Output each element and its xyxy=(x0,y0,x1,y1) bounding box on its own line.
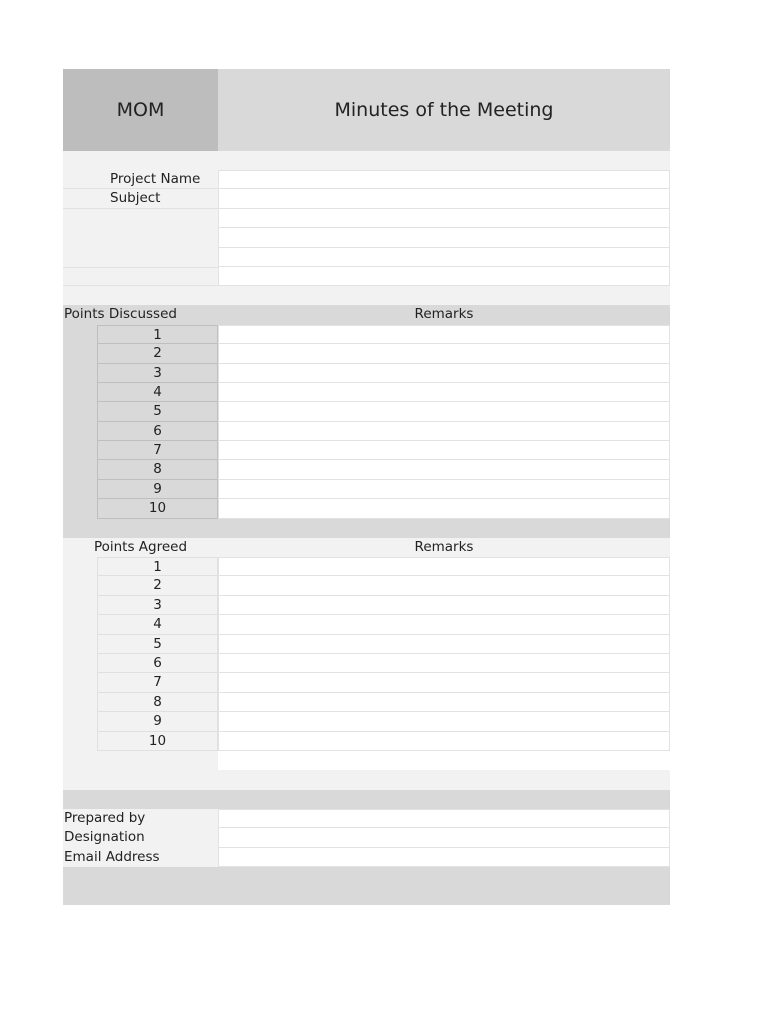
discussed-remark-field[interactable] xyxy=(218,480,670,499)
spacer-row xyxy=(63,770,670,789)
project-name-label: Project Name xyxy=(63,170,218,189)
section-divider xyxy=(63,519,670,538)
designation-label: Designation xyxy=(63,828,218,847)
points-agreed-remarks-label: Remarks xyxy=(218,538,670,557)
agreed-row xyxy=(63,732,670,751)
discussed-row xyxy=(63,383,670,402)
spacer-cell xyxy=(218,770,670,789)
row-gutter xyxy=(63,460,97,479)
spacer-cell xyxy=(63,751,218,770)
subject-extra-label xyxy=(63,209,218,228)
agreed-remark-field[interactable] xyxy=(218,732,670,751)
discussed-row xyxy=(63,422,670,441)
spacer-cell xyxy=(63,770,218,789)
subject-extra-label xyxy=(63,248,218,267)
row-gutter xyxy=(63,557,97,576)
agreed-remark-field[interactable] xyxy=(218,576,670,595)
discussed-number: 8 xyxy=(97,460,218,479)
agreed-row xyxy=(63,673,670,692)
discussed-row xyxy=(63,460,670,479)
agreed-number: 9 xyxy=(97,712,218,731)
agreed-row xyxy=(63,557,670,576)
sheet-header xyxy=(63,69,670,151)
subject-extra-row xyxy=(63,209,670,228)
spacer-row xyxy=(63,151,670,170)
agreed-number: 7 xyxy=(97,673,218,692)
row-gutter xyxy=(63,499,97,518)
agreed-row xyxy=(63,712,670,731)
discussed-remark-field[interactable] xyxy=(218,383,670,402)
agreed-number: 2 xyxy=(97,576,218,595)
agreed-number: 10 xyxy=(97,732,218,751)
discussed-remark-field[interactable] xyxy=(218,460,670,479)
row-gutter xyxy=(63,732,97,751)
discussed-row xyxy=(63,499,670,518)
row-gutter xyxy=(63,422,97,441)
discussed-remark-field[interactable] xyxy=(218,422,670,441)
subject-label: Subject xyxy=(63,189,218,208)
agreed-remark-field[interactable] xyxy=(218,712,670,731)
agreed-remark-field[interactable] xyxy=(218,615,670,634)
discussed-row xyxy=(63,325,670,344)
discussed-number: 4 xyxy=(97,383,218,402)
agreed-number: 8 xyxy=(97,693,218,712)
subject-extra-field[interactable] xyxy=(218,248,670,267)
discussed-remark-field[interactable] xyxy=(218,499,670,518)
discussed-row xyxy=(63,480,670,499)
points-discussed-remarks-label: Remarks xyxy=(218,305,670,324)
discussed-remark-field[interactable] xyxy=(218,325,670,344)
discussed-row xyxy=(63,441,670,460)
points-discussed-header xyxy=(63,305,670,324)
row-gutter xyxy=(63,402,97,421)
designation-field[interactable] xyxy=(218,828,670,847)
points-agreed-header xyxy=(63,538,670,557)
prepared-by-row xyxy=(63,809,670,828)
subject-extra-row xyxy=(63,228,670,247)
short-title: MOM xyxy=(63,69,218,151)
discussed-remark-field[interactable] xyxy=(218,344,670,363)
agreed-row xyxy=(63,635,670,654)
row-gutter xyxy=(63,635,97,654)
discussed-row xyxy=(63,402,670,421)
discussed-number: 3 xyxy=(97,364,218,383)
discussed-number: 5 xyxy=(97,402,218,421)
discussed-remark-field[interactable] xyxy=(218,402,670,421)
subject-extra-field[interactable] xyxy=(218,209,670,228)
discussed-number: 2 xyxy=(97,344,218,363)
subject-field[interactable] xyxy=(218,189,670,208)
email-field[interactable] xyxy=(218,848,670,867)
subject-extra-field[interactable] xyxy=(218,267,670,286)
row-gutter xyxy=(63,344,97,363)
spacer-row xyxy=(63,286,670,305)
prepared-by-label: Prepared by xyxy=(63,809,218,828)
email-row xyxy=(63,848,670,867)
discussed-remark-field[interactable] xyxy=(218,441,670,460)
agreed-row xyxy=(63,596,670,615)
subject-extra-row xyxy=(63,248,670,267)
discussed-number: 7 xyxy=(97,441,218,460)
page-title: Minutes of the Meeting xyxy=(218,69,670,151)
agreed-number: 4 xyxy=(97,615,218,634)
subject-row xyxy=(63,189,670,208)
spacer-row xyxy=(63,751,670,770)
agreed-remark-field[interactable] xyxy=(218,693,670,712)
row-gutter xyxy=(63,596,97,615)
discussed-row xyxy=(63,364,670,383)
row-gutter xyxy=(63,383,97,402)
agreed-row xyxy=(63,576,670,595)
agreed-number: 3 xyxy=(97,596,218,615)
row-gutter xyxy=(63,364,97,383)
agreed-number: 5 xyxy=(97,635,218,654)
discussed-number: 1 xyxy=(97,325,218,344)
discussed-row xyxy=(63,344,670,363)
row-gutter xyxy=(63,654,97,673)
discussed-number: 6 xyxy=(97,422,218,441)
row-gutter xyxy=(63,712,97,731)
subject-extra-field[interactable] xyxy=(218,228,670,247)
agreed-remark-field[interactable] xyxy=(218,654,670,673)
subject-extra-row xyxy=(63,267,670,286)
mom-sheet xyxy=(63,69,670,905)
row-gutter xyxy=(63,693,97,712)
project-name-row xyxy=(63,170,670,189)
agreed-remark-field[interactable] xyxy=(218,635,670,654)
row-gutter xyxy=(63,615,97,634)
subject-extra-label xyxy=(63,228,218,247)
designation-row xyxy=(63,828,670,847)
agreed-remark-field[interactable] xyxy=(218,596,670,615)
points-agreed-label: Points Agreed xyxy=(63,538,218,557)
discussed-remark-field[interactable] xyxy=(218,364,670,383)
agreed-number: 6 xyxy=(97,654,218,673)
row-gutter xyxy=(63,576,97,595)
agreed-number: 1 xyxy=(97,557,218,576)
agreed-remark-field[interactable] xyxy=(218,557,670,576)
row-gutter xyxy=(63,325,97,344)
project-name-field[interactable] xyxy=(218,170,670,189)
spacer-cell xyxy=(218,751,670,770)
points-discussed-label: Points Discussed xyxy=(63,305,218,324)
section-divider xyxy=(63,790,670,809)
subject-extra-label xyxy=(63,267,218,286)
row-gutter xyxy=(63,480,97,499)
agreed-row xyxy=(63,654,670,673)
row-gutter xyxy=(63,441,97,460)
discussed-number: 10 xyxy=(97,499,218,518)
email-label: Email Address xyxy=(63,848,218,867)
agreed-remark-field[interactable] xyxy=(218,673,670,692)
footer-band xyxy=(63,867,670,905)
prepared-by-field[interactable] xyxy=(218,809,670,828)
agreed-row xyxy=(63,615,670,634)
agreed-row xyxy=(63,693,670,712)
row-gutter xyxy=(63,673,97,692)
discussed-number: 9 xyxy=(97,480,218,499)
